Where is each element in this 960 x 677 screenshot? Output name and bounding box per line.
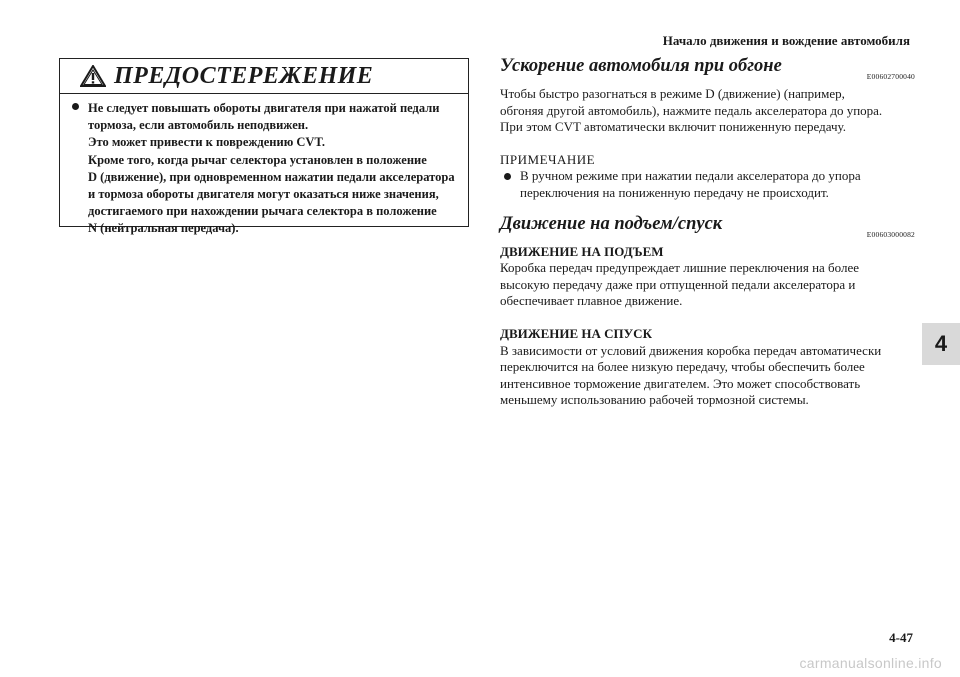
section-code: E00602700040 bbox=[866, 72, 915, 81]
warning-line: N (нейтральная передача). bbox=[88, 221, 239, 236]
text-line: интенсивное торможение двигателем. Это может способствовать bbox=[500, 375, 861, 391]
text-line: Коробка передач предупреждает лишние переключения на более bbox=[500, 260, 860, 276]
section-heading bbox=[500, 213, 915, 239]
bullet-icon bbox=[72, 103, 79, 110]
warning-line: Это может привести к повреждению CVT. bbox=[88, 135, 325, 150]
text-line: переключится на более низкую передачу, чтобы обеспечить более bbox=[500, 359, 865, 375]
section-code: E00603000082 bbox=[866, 229, 915, 239]
running-header: Начало движения и вождение автомобиля bbox=[662, 33, 910, 48]
warning-header bbox=[60, 59, 468, 94]
warning-line: достигаемого при нахождении рычага селектора в положение bbox=[88, 204, 437, 219]
uphill-block bbox=[500, 244, 915, 310]
note-item bbox=[500, 168, 915, 201]
warning-line: Не следует повышать обороты двигателя при нажатой педали bbox=[88, 101, 440, 115]
text-line: обгоняя другой автомобиль), нажмите педаль акселератора до упора. bbox=[500, 102, 883, 118]
text-line: В зависимости от условий движения коробка передач автоматически bbox=[500, 342, 882, 358]
warning-line: D (движение), при одновременном нажатии педали акселератора bbox=[88, 169, 455, 184]
warning-text bbox=[60, 94, 468, 238]
section-title-hill: Движение на подъем/спуск bbox=[500, 213, 723, 234]
text-line: меньшему использованию рабочей тормозной системы. bbox=[500, 392, 809, 408]
bullet-icon bbox=[504, 173, 511, 180]
main-column bbox=[500, 58, 915, 409]
downhill-block bbox=[500, 326, 915, 409]
chapter-tab: 4 bbox=[922, 323, 960, 365]
text-line: обеспечивает плавное движение. bbox=[500, 293, 683, 309]
watermark: carmanualsonline.info bbox=[799, 655, 942, 671]
page-number: 4-47 bbox=[889, 630, 913, 645]
uphill-heading: ДВИЖЕНИЕ НА ПОДЪЕМ bbox=[500, 243, 664, 259]
note-line: переключения на пониженную передачу не происходит. bbox=[520, 184, 829, 200]
text-line: Чтобы быстро разогнаться в режиме D (движение) (например, bbox=[500, 86, 845, 101]
warning-triangle-icon bbox=[80, 65, 106, 87]
section-text bbox=[500, 86, 915, 136]
note-label: ПРИМЕЧАНИЕ bbox=[500, 151, 596, 167]
warning-line: тормоза, если автомобиль неподвижен. bbox=[88, 118, 309, 133]
section-heading bbox=[500, 58, 915, 80]
warning-title: ПРЕДОСТЕРЕЖЕНИЕ bbox=[114, 62, 374, 89]
section-title-overtaking: Ускорение автомобиля при обгоне bbox=[500, 56, 782, 76]
note-line: В ручном режиме при нажатии педали акселератора до упора bbox=[520, 168, 861, 184]
warning-line: Кроме того, когда рычаг селектора установлен в положение bbox=[88, 152, 427, 167]
downhill-heading: ДВИЖЕНИЕ НА СПУСК bbox=[500, 325, 653, 341]
text-line: При этом CVT автоматически включит пониженную передачу. bbox=[500, 119, 846, 135]
warning-box bbox=[59, 58, 469, 236]
warning-line: и тормоза обороты двигателя могут оказаться ниже значения, bbox=[88, 187, 439, 202]
text-line: высокую передачу даже при отпущенной педали акселератора и bbox=[500, 276, 856, 292]
